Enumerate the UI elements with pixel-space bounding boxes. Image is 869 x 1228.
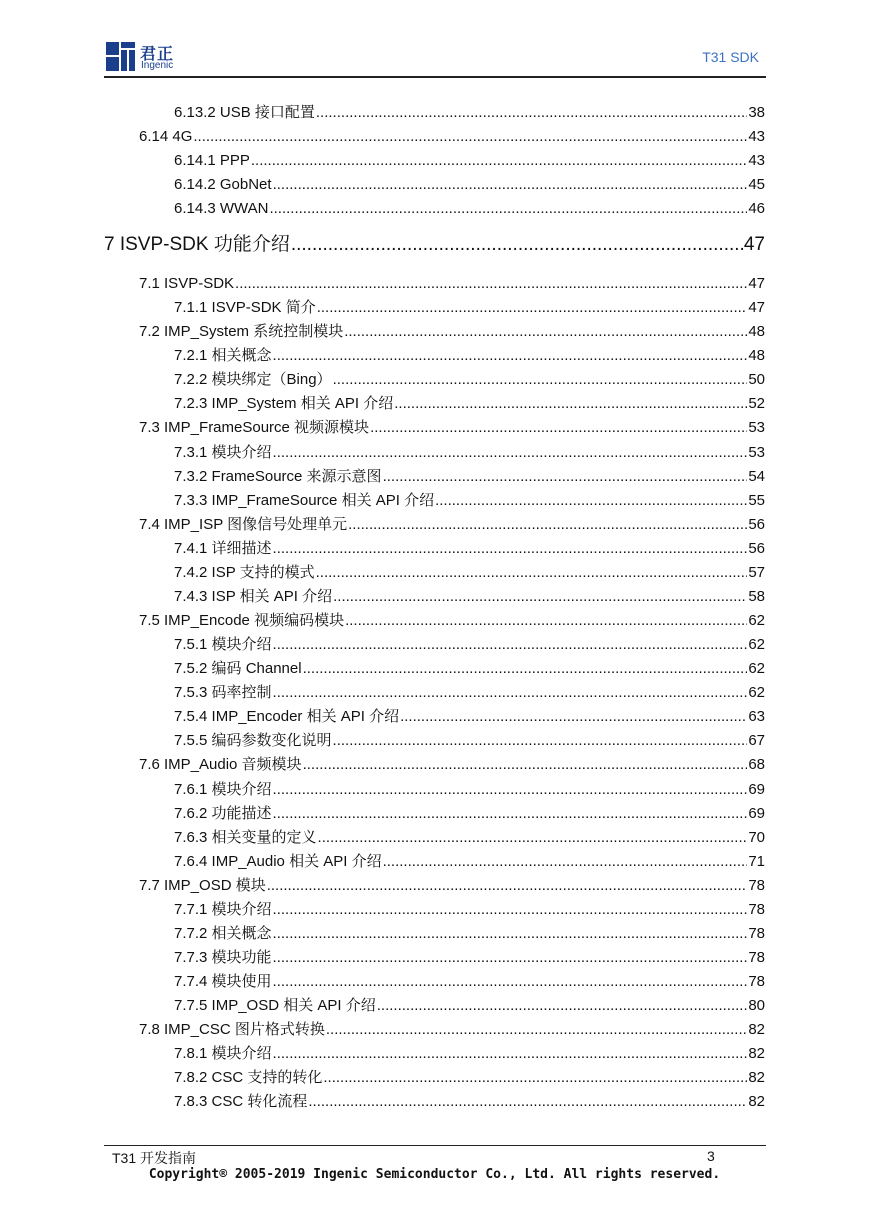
toc-entry-page: 55	[748, 492, 765, 509]
toc-entry-page: 45	[748, 176, 765, 193]
toc-entry-page: 69	[748, 805, 765, 822]
toc-entry-title: 7.1 ISVP-SDK	[139, 275, 235, 292]
page-header	[0, 0, 869, 80]
toc-dot-leader	[235, 275, 747, 293]
toc-dot-leader	[323, 1069, 747, 1087]
toc-entry-page: 82	[748, 1093, 765, 1110]
ingenic-logo	[106, 42, 196, 74]
toc-entry-page: 69	[748, 781, 765, 798]
toc-dot-leader	[333, 588, 747, 606]
toc-dot-leader	[377, 997, 748, 1015]
toc-entry-page: 78	[748, 925, 765, 942]
toc-dot-leader	[273, 805, 748, 823]
toc-entry-title: 7.6.2 功能描述	[174, 805, 272, 822]
toc-entry-page: 53	[748, 419, 765, 436]
toc-entry-page: 56	[748, 516, 765, 533]
toc-entry-title: 7.4.1 详细描述	[174, 540, 272, 557]
toc-dot-leader	[273, 684, 748, 702]
toc-dot-leader	[316, 564, 748, 582]
toc-entry[interactable]	[174, 200, 765, 218]
toc-entry-page: 62	[748, 660, 765, 677]
toc-entry-title: 7.6 IMP_Audio 音频模块	[139, 756, 302, 773]
toc-entry[interactable]	[174, 636, 765, 654]
toc-entry[interactable]	[139, 516, 765, 534]
toc-dot-leader	[273, 973, 748, 991]
document-name: T31 SDK	[702, 49, 759, 65]
toc-entry-page: 47	[743, 234, 765, 255]
toc-entry[interactable]	[139, 612, 765, 630]
toc-entry-title: 6.14 4G	[139, 128, 193, 145]
toc-entry[interactable]	[174, 829, 765, 847]
toc-entry-page: 47	[748, 299, 765, 316]
toc-entry-title: 7.4 IMP_ISP 图像信号处理单元	[139, 516, 348, 533]
toc-dot-leader	[348, 516, 747, 534]
footer-copyright: Copyright® 2005-2019 Ingenic Semiconductor Co., Ltd. All rights reserved.	[148, 1167, 721, 1182]
toc-dot-leader	[273, 1045, 748, 1063]
toc-entry-title: 7.6.4 IMP_Audio 相关 API 介绍	[174, 853, 382, 870]
toc-dot-leader	[269, 200, 747, 218]
toc-entry-title: 6.14.2 GobNet	[174, 176, 272, 193]
footer-title: T31 开发指南	[112, 1150, 197, 1166]
toc-entry[interactable]	[174, 1093, 765, 1111]
toc-entry-title: 7.8 IMP_CSC 图片格式转换	[139, 1021, 325, 1038]
toc-entry-title: 7.3.2 FrameSource 来源示意图	[174, 468, 382, 485]
toc-dot-leader	[273, 901, 748, 919]
toc-dot-leader	[318, 829, 748, 847]
toc-entry[interactable]	[174, 925, 765, 943]
toc-entry[interactable]	[174, 805, 765, 823]
toc-entry[interactable]	[174, 949, 765, 967]
toc-entry[interactable]	[139, 128, 765, 146]
toc-entry-title: 7 ISVP-SDK 功能介绍	[104, 234, 290, 255]
toc-entry-title: 7.8.2 CSC 支持的转化	[174, 1069, 323, 1086]
toc-entry-page: 50	[748, 371, 765, 388]
toc-entry-title: 7.4.3 ISP 相关 API 介绍	[174, 588, 333, 605]
toc-entry[interactable]	[139, 419, 765, 437]
toc-entry-title: 7.7.5 IMP_OSD 相关 API 介绍	[174, 997, 376, 1014]
toc-entry[interactable]	[174, 781, 765, 799]
toc-entry[interactable]	[174, 708, 765, 726]
toc-entry-page: 80	[748, 997, 765, 1014]
header-divider	[104, 76, 766, 78]
toc-dot-leader	[333, 371, 748, 389]
toc-entry[interactable]	[139, 1021, 765, 1039]
toc-entry-page: 38	[748, 104, 765, 121]
toc-dot-leader	[273, 949, 748, 967]
logo-english-text: Ingenic	[141, 60, 174, 71]
toc-entry-page: 82	[748, 1069, 765, 1086]
toc-entry-page: 58	[748, 588, 765, 605]
toc-entry[interactable]	[139, 323, 765, 341]
toc-entry-page: 62	[748, 636, 765, 653]
toc-dot-leader	[251, 152, 747, 170]
toc-entry-title: 7.5.5 编码参数变化说明	[174, 732, 332, 749]
toc-entry-page: 68	[748, 756, 765, 773]
toc-entry[interactable]	[174, 152, 765, 170]
toc-entry[interactable]	[174, 564, 765, 582]
toc-entry-title: 7.7.3 模块功能	[174, 949, 272, 966]
toc-dot-leader	[291, 234, 743, 256]
toc-dot-leader	[273, 347, 748, 365]
toc-dot-leader	[326, 1021, 747, 1039]
toc-dot-leader	[303, 660, 748, 678]
toc-dot-leader	[333, 732, 748, 750]
toc-entry-title: 7.5.4 IMP_Encoder 相关 API 介绍	[174, 708, 400, 725]
toc-entry[interactable]	[174, 347, 765, 365]
toc-entry-title: 7.5.1 模块介绍	[174, 636, 272, 653]
footer-page-number: 3	[707, 1148, 715, 1164]
toc-entry-page: 82	[748, 1045, 765, 1062]
toc-entry[interactable]	[139, 756, 765, 774]
toc-entry-title: 7.3.3 IMP_FrameSource 相关 API 介绍	[174, 492, 435, 509]
logo-chinese-text: 君正	[140, 44, 175, 63]
toc-entry-page: 52	[748, 395, 765, 412]
toc-dot-leader	[273, 444, 748, 462]
toc-dot-leader	[308, 1093, 747, 1111]
toc-entry-title: 7.3.1 模块介绍	[174, 444, 272, 461]
toc-entry-title: 6.14.3 WWAN	[174, 200, 269, 217]
toc-entry[interactable]	[174, 660, 765, 678]
toc-dot-leader	[267, 877, 748, 895]
toc-entry-title: 7.7.1 模块介绍	[174, 901, 272, 918]
toc-dot-leader	[273, 636, 748, 654]
toc-entry-page: 78	[748, 949, 765, 966]
toc-entry-page: 62	[748, 684, 765, 701]
toc-entry[interactable]	[174, 444, 765, 462]
toc-dot-leader	[273, 781, 748, 799]
toc-entry[interactable]	[174, 299, 765, 317]
toc-entry-title: 7.5 IMP_Encode 视频编码模块	[139, 612, 345, 629]
toc-entry-page: 43	[748, 128, 765, 145]
toc-entry-page: 78	[748, 901, 765, 918]
toc-entry-page: 43	[748, 152, 765, 169]
ingenic-logo-mark-icon	[106, 42, 135, 71]
toc-entry[interactable]	[174, 371, 765, 389]
toc-entry[interactable]	[174, 492, 765, 510]
toc-dot-leader	[273, 176, 748, 194]
toc-entry[interactable]	[174, 973, 765, 991]
toc-entry-page: 67	[748, 732, 765, 749]
footer-divider	[104, 1145, 766, 1146]
toc-entry-title: 7.2.1 相关概念	[174, 347, 272, 364]
toc-entry-title: 7.7.4 模块使用	[174, 973, 272, 990]
toc-entry[interactable]	[174, 395, 765, 413]
toc-entry[interactable]	[174, 853, 765, 871]
toc-entry-page: 54	[748, 468, 765, 485]
toc-entry-page: 71	[748, 853, 765, 870]
toc-entry-title: 7.2.3 IMP_System 相关 API 介绍	[174, 395, 394, 412]
toc-entry-title: 6.14.1 PPP	[174, 152, 250, 169]
toc-dot-leader	[316, 104, 747, 122]
toc-entry[interactable]	[174, 684, 765, 702]
toc-entry-title: 7.8.3 CSC 转化流程	[174, 1093, 308, 1110]
toc-dot-leader	[370, 419, 747, 437]
toc-entry-page: 56	[748, 540, 765, 557]
toc-dot-leader	[303, 756, 748, 774]
toc-entry[interactable]	[139, 877, 765, 895]
toc-dot-leader	[394, 395, 747, 413]
toc-dot-leader	[193, 128, 747, 146]
toc-entry-title: 7.3 IMP_FrameSource 视频源模块	[139, 419, 370, 436]
toc-entry[interactable]	[174, 901, 765, 919]
toc-entry-page: 46	[748, 200, 765, 217]
toc-dot-leader	[273, 540, 748, 558]
toc-entry[interactable]	[174, 997, 765, 1015]
toc-dot-leader	[400, 708, 747, 726]
toc-entry-title: 7.6.3 相关变量的定义	[174, 829, 317, 846]
toc-dot-leader	[383, 853, 748, 871]
toc-entry[interactable]	[174, 588, 765, 606]
toc-entry-page: 82	[748, 1021, 765, 1038]
toc-entry-page: 78	[748, 877, 765, 894]
toc-entry-page: 78	[748, 973, 765, 990]
toc-dot-leader	[344, 323, 747, 341]
toc-entry-title: 7.8.1 模块介绍	[174, 1045, 272, 1062]
toc-entry[interactable]	[104, 234, 765, 256]
toc-entry-page: 63	[748, 708, 765, 725]
toc-entry-title: 7.2.2 模块绑定（Bing）	[174, 371, 332, 388]
toc-entry[interactable]	[174, 468, 765, 486]
toc-entry-title: 7.7 IMP_OSD 模块	[139, 877, 266, 894]
toc-entry-title: 6.13.2 USB 接口配置	[174, 104, 315, 121]
toc-entry-title: 7.7.2 相关概念	[174, 925, 272, 942]
toc-dot-leader	[345, 612, 747, 630]
toc-entry[interactable]	[174, 1069, 765, 1087]
toc-entry-title: 7.4.2 ISP 支持的模式	[174, 564, 315, 581]
toc-entry-title: 7.5.2 编码 Channel	[174, 660, 302, 677]
toc-entry-page: 48	[748, 347, 765, 364]
toc-entry[interactable]	[174, 540, 765, 558]
toc-entry-page: 62	[748, 612, 765, 629]
toc-entry[interactable]	[139, 275, 765, 293]
toc-entry-page: 47	[748, 275, 765, 292]
toc-entry-page: 70	[748, 829, 765, 846]
toc-dot-leader	[383, 468, 748, 486]
toc-dot-leader	[273, 925, 748, 943]
toc-entry[interactable]	[174, 1045, 765, 1063]
toc-entry-title: 7.6.1 模块介绍	[174, 781, 272, 798]
toc-entry-title: 7.1.1 ISVP-SDK 简介	[174, 299, 316, 316]
toc-dot-leader	[435, 492, 747, 510]
toc-entry-page: 53	[748, 444, 765, 461]
toc-entry[interactable]	[174, 176, 765, 194]
toc-entry[interactable]	[174, 104, 765, 122]
toc-entry-title: 7.5.3 码率控制	[174, 684, 272, 701]
toc-entry[interactable]	[174, 732, 765, 750]
toc-dot-leader	[317, 299, 748, 317]
toc-entry-page: 48	[748, 323, 765, 340]
toc-entry-page: 57	[748, 564, 765, 581]
toc-entry-title: 7.2 IMP_System 系统控制模块	[139, 323, 344, 340]
